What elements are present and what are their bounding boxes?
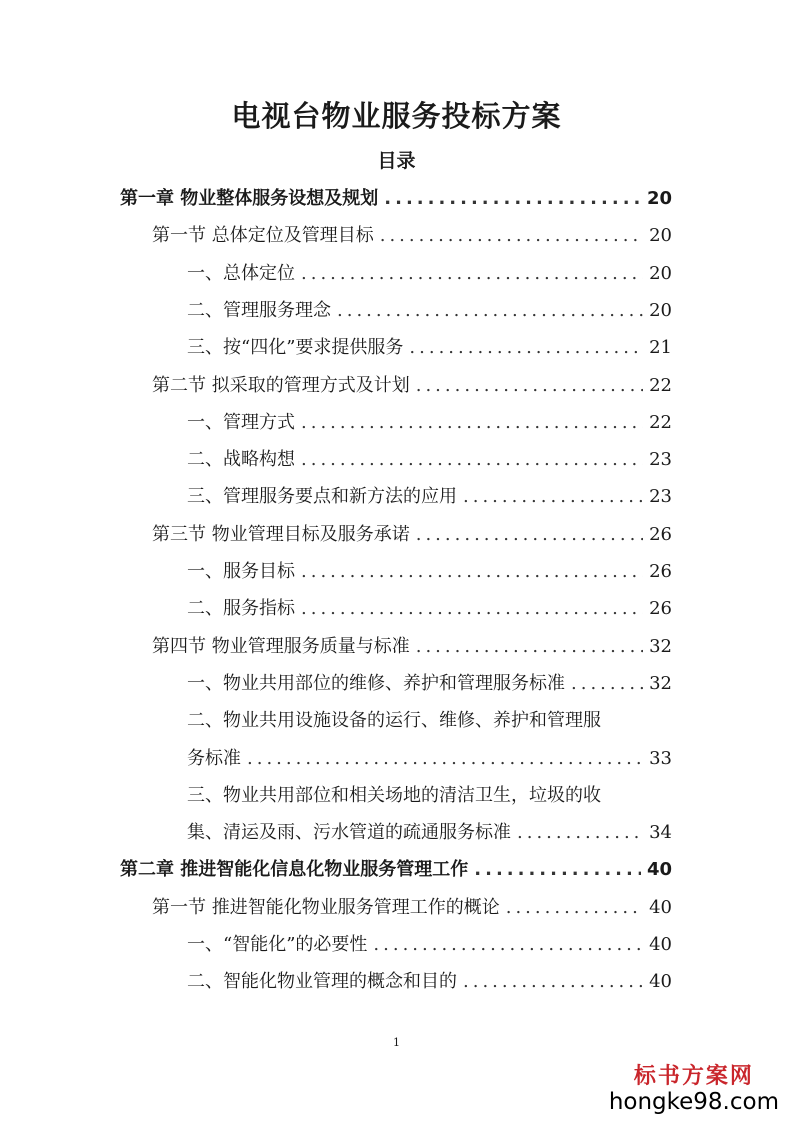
page-number: 1 <box>393 1036 400 1049</box>
toc-entry-page: 32 <box>649 636 672 657</box>
toc-entry[interactable] <box>187 596 672 622</box>
toc-dot-leader <box>384 186 641 212</box>
toc-dot-leader <box>301 559 643 585</box>
toc-entry-page: 22 <box>649 412 672 433</box>
toc-entry[interactable] <box>187 969 672 995</box>
toc-entry-label: 三、物业共用部位和相关场地的清洁卫生，垃圾的收 <box>187 785 601 806</box>
toc-entry-page: 40 <box>649 934 672 955</box>
toc-dot-leader <box>301 261 643 287</box>
toc-entry-page: 40 <box>649 897 672 918</box>
toc-dot-leader <box>416 634 643 660</box>
toc-dot-leader <box>301 596 643 622</box>
toc-entry[interactable] <box>187 708 672 734</box>
toc-entry-label: 二、管理服务理念 <box>187 300 331 321</box>
toc-entry-page: 26 <box>649 598 672 619</box>
toc-entry-label: 二、战略构想 <box>187 449 295 470</box>
toc-entry-label: 第二章 推进智能化信息化物业服务管理工作 <box>120 859 469 880</box>
toc-entry-page: 40 <box>649 971 672 992</box>
toc-entry[interactable] <box>152 223 672 249</box>
watermark-url: hongke98.com <box>608 1089 779 1115</box>
toc-entry-label: 一、总体定位 <box>187 263 295 284</box>
toc-entry-label: 三、管理服务要点和新方法的应用 <box>187 486 457 507</box>
toc-entry[interactable] <box>187 932 672 958</box>
toc-entry-label: 三、按“四化”要求提供服务 <box>187 337 404 358</box>
toc-entry-label: 二、物业共用设施设备的运行、维修、养护和管理服 <box>187 710 601 731</box>
toc-entry[interactable] <box>187 746 672 772</box>
toc-entry-label: 第一节 总体定位及管理目标 <box>152 225 374 246</box>
toc-entry-label: 集、清运及雨、污水管道的疏通服务标准 <box>187 822 511 843</box>
toc-entry-label: 第二节 拟采取的管理方式及计划 <box>152 375 410 396</box>
toc-entry-label: 二、服务指标 <box>187 598 295 619</box>
toc-dot-leader <box>301 447 643 473</box>
toc-entry[interactable] <box>187 261 672 287</box>
toc-entry-page: 32 <box>649 673 672 694</box>
toc-entry[interactable] <box>187 335 672 361</box>
toc-entry[interactable] <box>120 186 672 212</box>
toc-dot-leader <box>463 484 643 510</box>
toc-entry-label: 二、智能化物业管理的概念和目的 <box>187 971 457 992</box>
toc-entry[interactable] <box>152 373 672 399</box>
toc-entry-page: 20 <box>649 263 672 284</box>
toc-entry[interactable] <box>152 522 672 548</box>
toc-entry-label: 一、管理方式 <box>187 412 295 433</box>
toc-dot-leader <box>463 969 643 995</box>
toc-entry-page: 26 <box>649 524 672 545</box>
document-title: 电视台物业服务投标方案 <box>231 99 562 133</box>
toc-dot-leader <box>416 373 643 399</box>
toc-entry[interactable] <box>187 671 672 697</box>
toc-entry[interactable] <box>152 895 672 921</box>
toc-dot-leader <box>571 671 643 697</box>
toc-dot-leader <box>373 932 643 958</box>
watermark-logo <box>609 1066 779 1114</box>
toc-entry-label: 第四节 物业管理服务质量与标准 <box>152 636 410 657</box>
toc-entry[interactable] <box>187 820 672 846</box>
toc-entry-page: 40 <box>646 859 672 880</box>
toc-entry-label: 第一节 推进智能化物业服务管理工作的概论 <box>152 897 500 918</box>
toc-entry-page: 23 <box>649 449 672 470</box>
toc-dot-leader <box>517 820 643 846</box>
toc-entry-page: 20 <box>649 225 672 246</box>
toc-entry[interactable] <box>187 410 672 436</box>
toc-dot-leader <box>409 335 643 361</box>
toc-entry-page: 33 <box>649 748 672 769</box>
toc-dot-leader <box>506 895 643 921</box>
toc-entry[interactable] <box>187 298 672 324</box>
toc-entry-page: 22 <box>649 375 672 396</box>
toc-dot-leader <box>474 857 641 883</box>
toc-dot-leader <box>337 298 643 324</box>
toc-entry-label: 一、物业共用部位的维修、养护和管理服务标准 <box>187 673 565 694</box>
toc-entry[interactable] <box>187 559 672 585</box>
toc-entry-label: 第三节 物业管理目标及服务承诺 <box>152 524 410 545</box>
toc-entry-page: 20 <box>649 300 672 321</box>
toc-dot-leader <box>301 410 643 436</box>
toc-entry[interactable] <box>120 857 672 883</box>
toc-entry-page: 26 <box>649 561 672 582</box>
toc-entry-label: 第一章 物业整体服务设想及规划 <box>120 188 379 209</box>
toc-heading: 目录 <box>377 150 416 172</box>
toc-entry-label: 一、“智能化”的必要性 <box>187 934 368 955</box>
toc-entry[interactable] <box>187 783 672 809</box>
toc-dot-leader <box>380 223 643 249</box>
toc-entry[interactable] <box>187 447 672 473</box>
toc-entry-page: 23 <box>649 486 672 507</box>
toc-entry-label: 一、服务目标 <box>187 561 295 582</box>
watermark-title: 标书方案网 <box>633 1064 754 1089</box>
toc-entry-page: 20 <box>646 188 672 209</box>
toc-entry[interactable] <box>187 484 672 510</box>
toc-entry[interactable] <box>152 634 672 660</box>
toc-entry-page: 34 <box>649 822 672 843</box>
toc-dot-leader <box>247 746 643 772</box>
toc-dot-leader <box>416 522 643 548</box>
toc-entry-label: 务标准 <box>187 748 241 769</box>
toc-entry-page: 21 <box>649 337 672 358</box>
